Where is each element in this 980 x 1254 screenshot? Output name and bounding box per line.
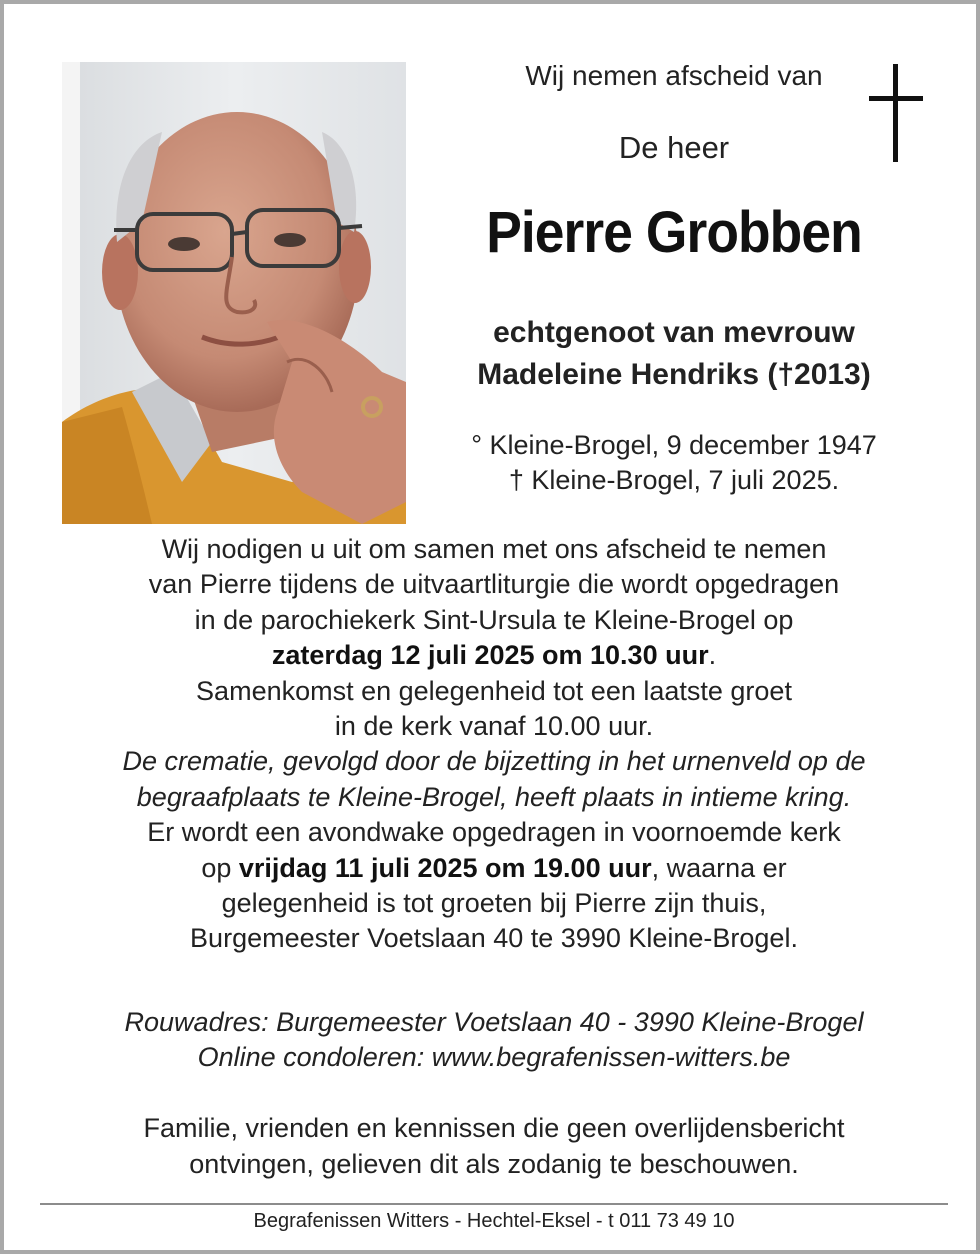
body-line: Wij nodigen u uit om samen met ons afscheid te nemen xyxy=(161,534,827,564)
divider xyxy=(40,1203,948,1205)
birth-date: ° Kleine-Brogel, 9 december 1947 xyxy=(471,430,877,460)
vigil-date: vrijdag 11 juli 2025 om 19.00 uur xyxy=(238,852,652,883)
body-line: Samenkomst en gelegenheid tot een laatste groet xyxy=(196,675,792,706)
online-condolence-link[interactable]: Online condoleren: www.begrafenissen-witters.be xyxy=(197,1042,791,1072)
body-line: gelegenheid is tot groeten bij Pierre zijn thuis, xyxy=(221,888,767,919)
body-line: in de kerk vanaf 10.00 uur. xyxy=(334,711,654,742)
salutation: De heer xyxy=(618,130,730,165)
cremation-line: De crematie, gevolgd door de bijzetting in het urnenveld op de xyxy=(122,746,866,777)
deceased-name: Pierre Grobben xyxy=(486,200,862,265)
vigil-date-line: op vrijdag 11 juli 2025 om 19.00 uur, waarna er xyxy=(201,852,787,883)
portrait-photo xyxy=(62,62,406,524)
cremation-line: begraafplaats te Kleine-Brogel, heeft plaats in intieme kring. xyxy=(136,781,852,812)
invitation-text xyxy=(44,532,944,957)
spouse-line-1: echtgenoot van mevrouw xyxy=(493,316,855,349)
funeral-date-line: zaterdag 12 juli 2025 om 10.30 uur. xyxy=(271,640,717,671)
body-line: Er wordt een avondwake opgedragen in voornoemde kerk xyxy=(147,817,841,848)
intro-text: Wij nemen afscheid van xyxy=(525,60,823,91)
funeral-date: zaterdag 12 juli 2025 om 10.30 uur xyxy=(271,640,709,671)
family-notice: Familie, vrienden en kennissen die geen overlijdensbericht ontvingen, gelieven dit als zodanig te beschouwen. xyxy=(143,1113,845,1179)
contact-info xyxy=(44,1005,944,1075)
life-dates xyxy=(424,428,924,498)
funeral-home-footer: Begrafenissen Witters - Hechtel-Eksel - t 011 73 49 10 xyxy=(253,1210,735,1232)
body-line: van Pierre tijdens de uitvaartliturgie die wordt opgedragen xyxy=(148,569,840,600)
spouse-line-2: Madeleine Hendriks (†2013) xyxy=(477,358,871,391)
death-date: † Kleine-Brogel, 7 juli 2025. xyxy=(508,465,840,495)
mourning-address: Rouwadres: Burgemeester Voetslaan 40 - 3990 Kleine-Brogel xyxy=(124,1007,864,1037)
body-line: in de parochiekerk Sint-Ursula te Kleine-Brogel op xyxy=(194,604,794,635)
spouse-info xyxy=(424,312,924,396)
body-line: Burgemeester Voetslaan 40 te 3990 Kleine-Brogel. xyxy=(190,923,798,954)
